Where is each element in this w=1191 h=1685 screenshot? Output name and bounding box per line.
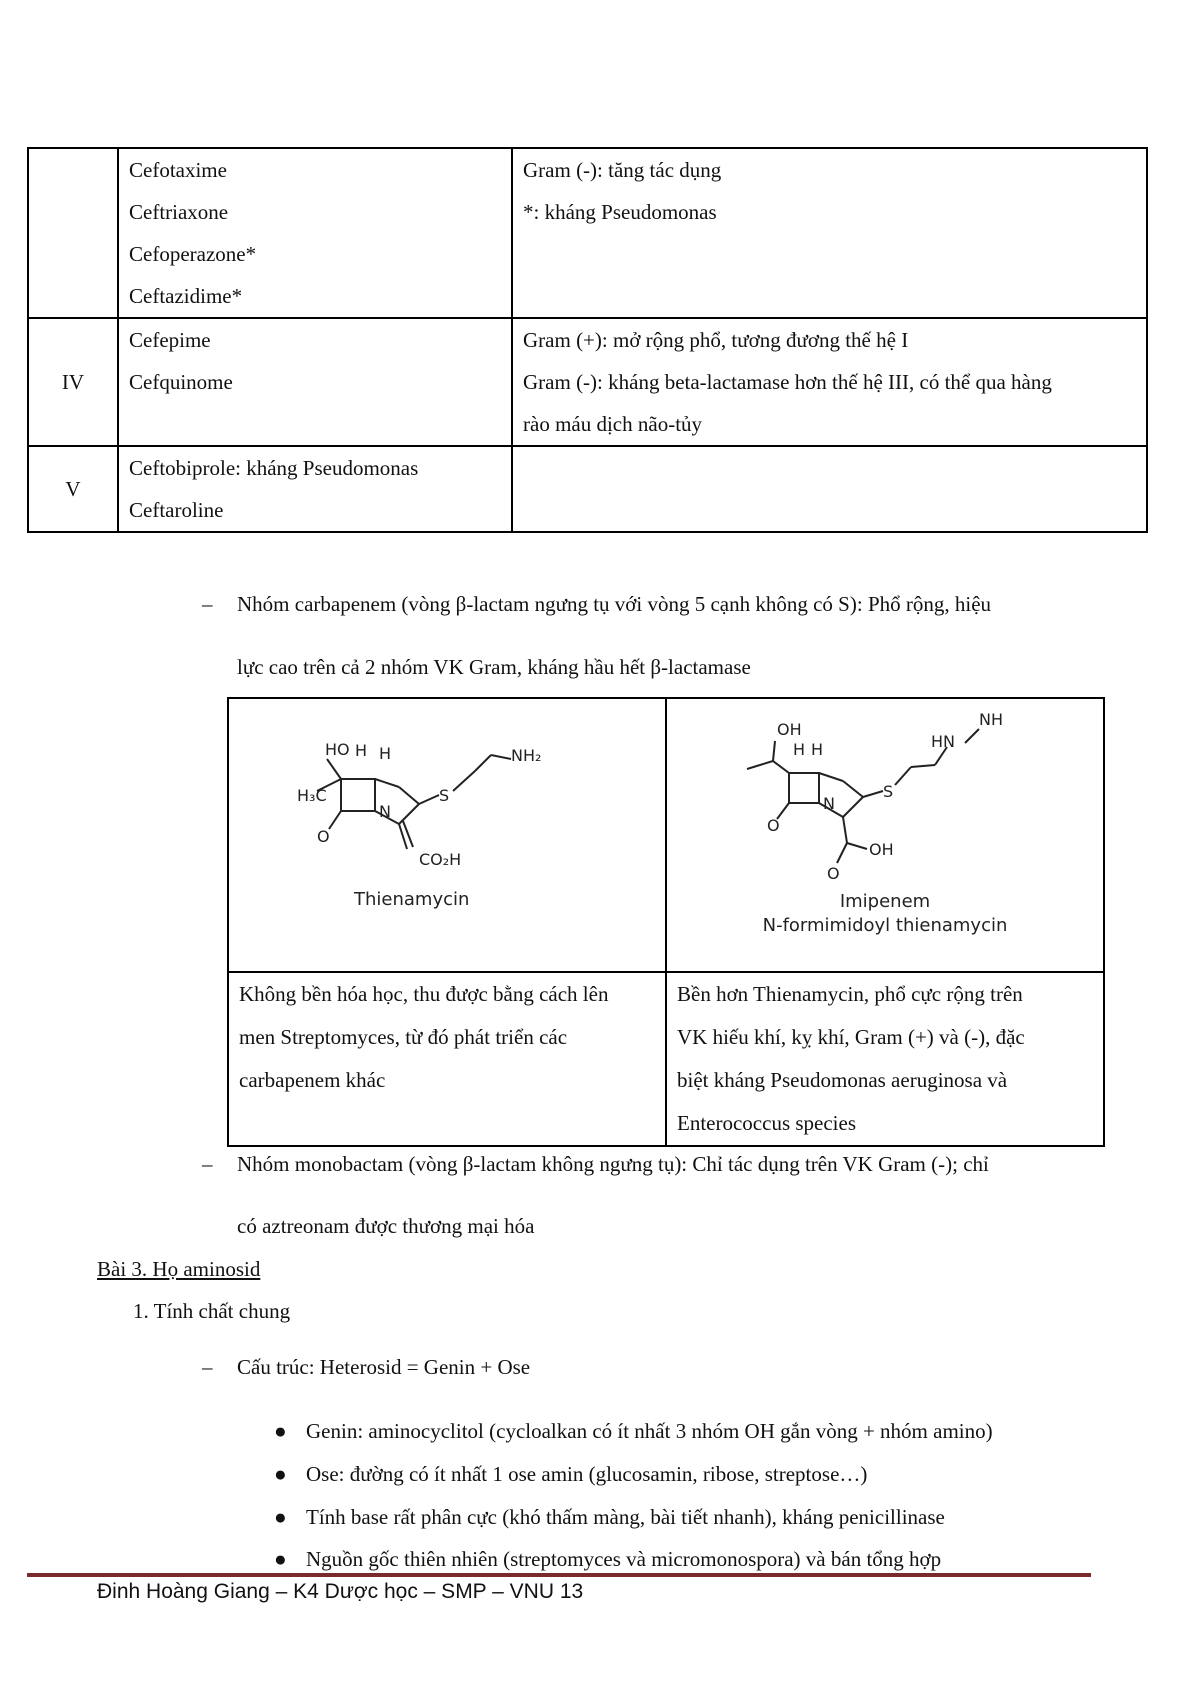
description-line: VK hiếu khí, kỵ khí, Gram (+) và (-), đặc bbox=[677, 1025, 1025, 1049]
list-dash: – bbox=[202, 1355, 213, 1379]
thienamycin-structure-cell bbox=[228, 698, 666, 972]
bullet-icon: ● bbox=[274, 1505, 287, 1529]
atom-label: H bbox=[355, 741, 368, 760]
note-text: rào máu dịch não-tủy bbox=[523, 412, 703, 436]
atom-label: HN bbox=[931, 732, 955, 751]
thienamycin-description bbox=[228, 972, 666, 1146]
imipenem-caption: Imipenem bbox=[839, 891, 931, 912]
list-item: Genin: aminocyclitol (cycloalkan có ít nhất 3 nhóm OH gắn vòng + nhóm amino) bbox=[306, 1419, 993, 1443]
description-line: men Streptomyces, từ đó phát triển các bbox=[239, 1025, 568, 1049]
carbapenem-line-1: Nhóm carbapenem (vòng β-lactam ngưng tụ với vòng 5 cạnh không có S): Phổ rộng, hiệu bbox=[237, 592, 992, 616]
atom-label: OH bbox=[869, 840, 894, 859]
list-dash: – bbox=[202, 1152, 213, 1176]
atom-label: N bbox=[823, 794, 835, 813]
list-item: Nguồn gốc thiên nhiên (streptomyces và micromonospora) và bán tổng hợp bbox=[306, 1547, 942, 1571]
atom-label: O bbox=[827, 864, 840, 883]
section-heading: 1. Tính chất chung bbox=[133, 1299, 291, 1323]
description-line: Enterococcus species bbox=[677, 1111, 857, 1135]
atom-label: S bbox=[883, 782, 894, 801]
drug-name: Cefotaxime bbox=[129, 158, 227, 182]
table-row bbox=[28, 148, 1147, 318]
imipenem-description bbox=[666, 972, 1104, 1146]
atom-label: NH bbox=[979, 710, 1003, 729]
generation-cell bbox=[28, 318, 118, 446]
page-footer: Đinh Hoàng Giang – K4 Dược học – SMP – VNU 13 bbox=[97, 1580, 584, 1603]
notes-cell bbox=[512, 446, 1147, 532]
drug-name: Cefepime bbox=[129, 328, 211, 352]
generation-cell bbox=[28, 446, 118, 532]
notes-cell bbox=[512, 148, 1147, 318]
bullet-icon: ● bbox=[274, 1462, 287, 1486]
note-text: Gram (-): tăng tác dụng bbox=[523, 158, 722, 182]
drug-name: Ceftriaxone bbox=[129, 200, 229, 224]
drug-name: Ceftaroline bbox=[129, 498, 224, 522]
imipenem-subcaption: N-formimidoyl thienamycin bbox=[762, 915, 1008, 936]
atom-label: H bbox=[793, 740, 806, 759]
atom-label: H₃C bbox=[297, 786, 327, 805]
atom-label: H bbox=[379, 744, 392, 763]
atom-label: N bbox=[379, 802, 391, 821]
imipenem-structure-cell bbox=[666, 698, 1104, 972]
drugs-cell bbox=[118, 446, 512, 532]
atom-label: OH bbox=[777, 720, 802, 739]
drugs-cell bbox=[118, 318, 512, 446]
thienamycin-caption: Thienamycin bbox=[354, 889, 470, 910]
imipenem-structure bbox=[667, 699, 1103, 965]
generation-label: IV bbox=[61, 369, 85, 394]
description-line: biệt kháng Pseudomonas aeruginosa và bbox=[677, 1068, 1008, 1092]
atom-label: CO₂H bbox=[419, 850, 462, 869]
table-row bbox=[28, 318, 1147, 446]
footer-divider bbox=[27, 1573, 1091, 1577]
atom-label: S bbox=[439, 786, 450, 805]
generation-label: V bbox=[65, 476, 81, 501]
atom-label: NH₂ bbox=[511, 746, 542, 765]
atom-label: O bbox=[317, 827, 330, 846]
atom-label: H bbox=[811, 740, 824, 759]
drug-name: Cefoperazone* bbox=[129, 242, 257, 266]
bullet-icon: ● bbox=[274, 1547, 287, 1571]
list-item: Ose: đường có ít nhất 1 ose amin (glucosamin, ribose, streptose…) bbox=[306, 1462, 868, 1486]
monobactam-line-2: có aztreonam được thương mại hóa bbox=[237, 1214, 535, 1238]
description-line: Không bền hóa học, thu được bằng cách lên bbox=[239, 982, 609, 1006]
drug-name: Ceftazidime* bbox=[129, 284, 243, 308]
atom-label: HO bbox=[325, 740, 350, 759]
thienamycin-structure bbox=[229, 699, 665, 965]
table-row bbox=[28, 446, 1147, 532]
note-text: Gram (-): kháng beta-lactamase hơn thế hệ III, có thể qua hàng bbox=[523, 370, 1052, 394]
lesson-title: Bài 3. Họ aminosid bbox=[97, 1257, 261, 1281]
list-item: Tính base rất phân cực (khó thấm màng, bài tiết nhanh), kháng penicillinase bbox=[306, 1505, 945, 1529]
drug-name: Ceftobiprole: kháng Pseudomonas bbox=[129, 456, 419, 480]
description-line: Bền hơn Thienamycin, phổ cực rộng trên bbox=[677, 982, 1023, 1006]
carbapenem-line-2: lực cao trên cả 2 nhóm VK Gram, kháng hầu hết β-lactamase bbox=[237, 655, 751, 679]
description-line: carbapenem khác bbox=[239, 1068, 386, 1092]
drugs-cell bbox=[118, 148, 512, 318]
monobactam-line-1: Nhóm monobactam (vòng β-lactam không ngưng tụ): Chỉ tác dụng trên VK Gram (-); chỉ bbox=[237, 1152, 989, 1176]
structure-text: Cấu trúc: Heterosid = Genin + Ose bbox=[237, 1355, 531, 1379]
notes-cell bbox=[512, 318, 1147, 446]
note-text: Gram (+): mở rộng phổ, tương đương thế hệ I bbox=[523, 328, 909, 352]
list-dash: – bbox=[202, 592, 213, 616]
bullet-icon: ● bbox=[274, 1419, 287, 1443]
drug-name: Cefquinome bbox=[129, 370, 233, 394]
atom-label: O bbox=[767, 816, 780, 835]
table-row bbox=[228, 698, 1104, 972]
table-row bbox=[228, 972, 1104, 1146]
cephalosporin-table bbox=[27, 147, 1148, 533]
note-text: *: kháng Pseudomonas bbox=[523, 200, 717, 224]
generation-cell bbox=[28, 148, 118, 318]
carbapenem-table bbox=[227, 697, 1105, 1147]
